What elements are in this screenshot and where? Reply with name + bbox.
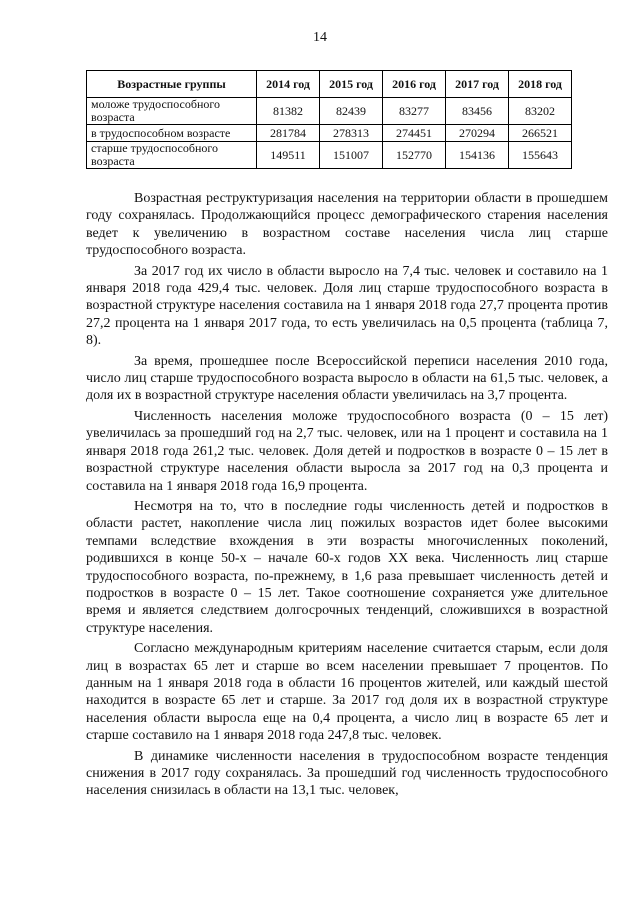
column-header: 2018 год xyxy=(509,71,572,98)
column-header: 2015 год xyxy=(320,71,383,98)
column-header: 2017 год xyxy=(446,71,509,98)
table-cell: 83202 xyxy=(509,98,572,125)
paragraph: За 2017 год их число в области выросло на 7,4 тыс. человек и составило на 1 января 2018 года 429,4 тыс. человек. Доля лиц старше трудоспособного возраста в возрастной структуре населения составила на 1 января 2018 года 27,7 процента против 27,2 процента на 1 января 2017 года, то есть увеличилась на 0,5 процента (таблица 7, 8). xyxy=(86,263,608,349)
row-label: в трудоспособном возрасте xyxy=(87,125,257,142)
table-cell: 149511 xyxy=(257,142,320,169)
column-header: 2014 год xyxy=(257,71,320,98)
table-cell: 281784 xyxy=(257,125,320,142)
table-cell: 151007 xyxy=(320,142,383,169)
age-groups-table xyxy=(86,70,572,169)
table-cell: 81382 xyxy=(257,98,320,125)
table-cell: 82439 xyxy=(320,98,383,125)
paragraph: Численность населения моложе трудоспособного возраста (0 – 15 лет) увеличилась за прошедший год на 2,7 тыс. человек, или на 1 процент и составила на 1 января 2018 года 261,2 тыс. человек. Доля детей и подростков в возрасте 0 – 15 лет в возрастной структуре населения области выросла за 2017 год на 0,3 процента и составила на 1 января 2018 года 16,9 процента. xyxy=(86,408,608,494)
column-header: 2016 год xyxy=(383,71,446,98)
table-row xyxy=(87,125,572,142)
table-cell: 270294 xyxy=(446,125,509,142)
paragraph: В динамике численности населения в трудоспособном возрасте тенденция снижения в 2017 году сохранялась. За прошедший год численность трудоспособного населения снизилась в области на 13,1 тыс. человек, xyxy=(86,748,608,799)
paragraph: Возрастная реструктуризация населения на территории области в прошедшем году сохранялась. Продолжающийся процесс демографического старения населения ведет к увеличению в возрастном составе населения числа лиц старше трудоспособного возраста. xyxy=(86,191,608,259)
page-number: 14 xyxy=(313,30,327,45)
table-cell: 152770 xyxy=(383,142,446,169)
table-cell: 274451 xyxy=(383,125,446,142)
row-label: старше трудоспособного возраста xyxy=(87,142,257,169)
table-cell: 83277 xyxy=(383,98,446,125)
column-header: Возрастные группы xyxy=(87,71,257,98)
paragraph: Согласно международным критериям население считается старым, если доля лиц в возрастах 65 лет и старше во всем населении превышает 7 процентов. По данным на 1 января 2018 года в области 16 процентов жителей, или каждый шестой находится в возрасте 65 лет и старше. За 2017 год доля их в возрастной структуре населения области выросла еще на 0,4 процента, а число лиц в возрасте 65 лет и старше составило на 1 января 2018 года 247,8 тыс. человек. xyxy=(86,641,608,744)
table-row xyxy=(87,142,572,169)
table-cell: 154136 xyxy=(446,142,509,169)
body-text xyxy=(86,190,608,800)
table-cell: 266521 xyxy=(509,125,572,142)
row-label: моложе трудоспособного возраста xyxy=(87,98,257,125)
table-cell: 83456 xyxy=(446,98,509,125)
table-row xyxy=(87,98,572,125)
table-header-row xyxy=(87,71,572,98)
paragraph: За время, прошедшее после Всероссийской переписи населения 2010 года, число лиц старше трудоспособного возраста выросло в области на 61,5 тыс. человек, а доля их в возрастной структуре населения области увеличилась на 3,7 процента. xyxy=(86,353,608,404)
paragraph: Несмотря на то, что в последние годы численность детей и подростков в области растет, накопление числа лиц пожилых возрастов идет более высокими темпами вследствие вхождения в эти возрасты многочисленных поколений, родившихся в конце 50-х – начале 60-х годов XX века. Численность лиц старше трудоспособного возраста, по-прежнему, в 1,6 раза превышает численность детей и подростков в возрасте 0 – 15 лет. Такое соотношение сохраняется уже длительное время и является следствием долгосрочных тенденций, сложившихся в возрастной структуре населения. xyxy=(86,498,608,636)
table-cell: 155643 xyxy=(509,142,572,169)
table-cell: 278313 xyxy=(320,125,383,142)
